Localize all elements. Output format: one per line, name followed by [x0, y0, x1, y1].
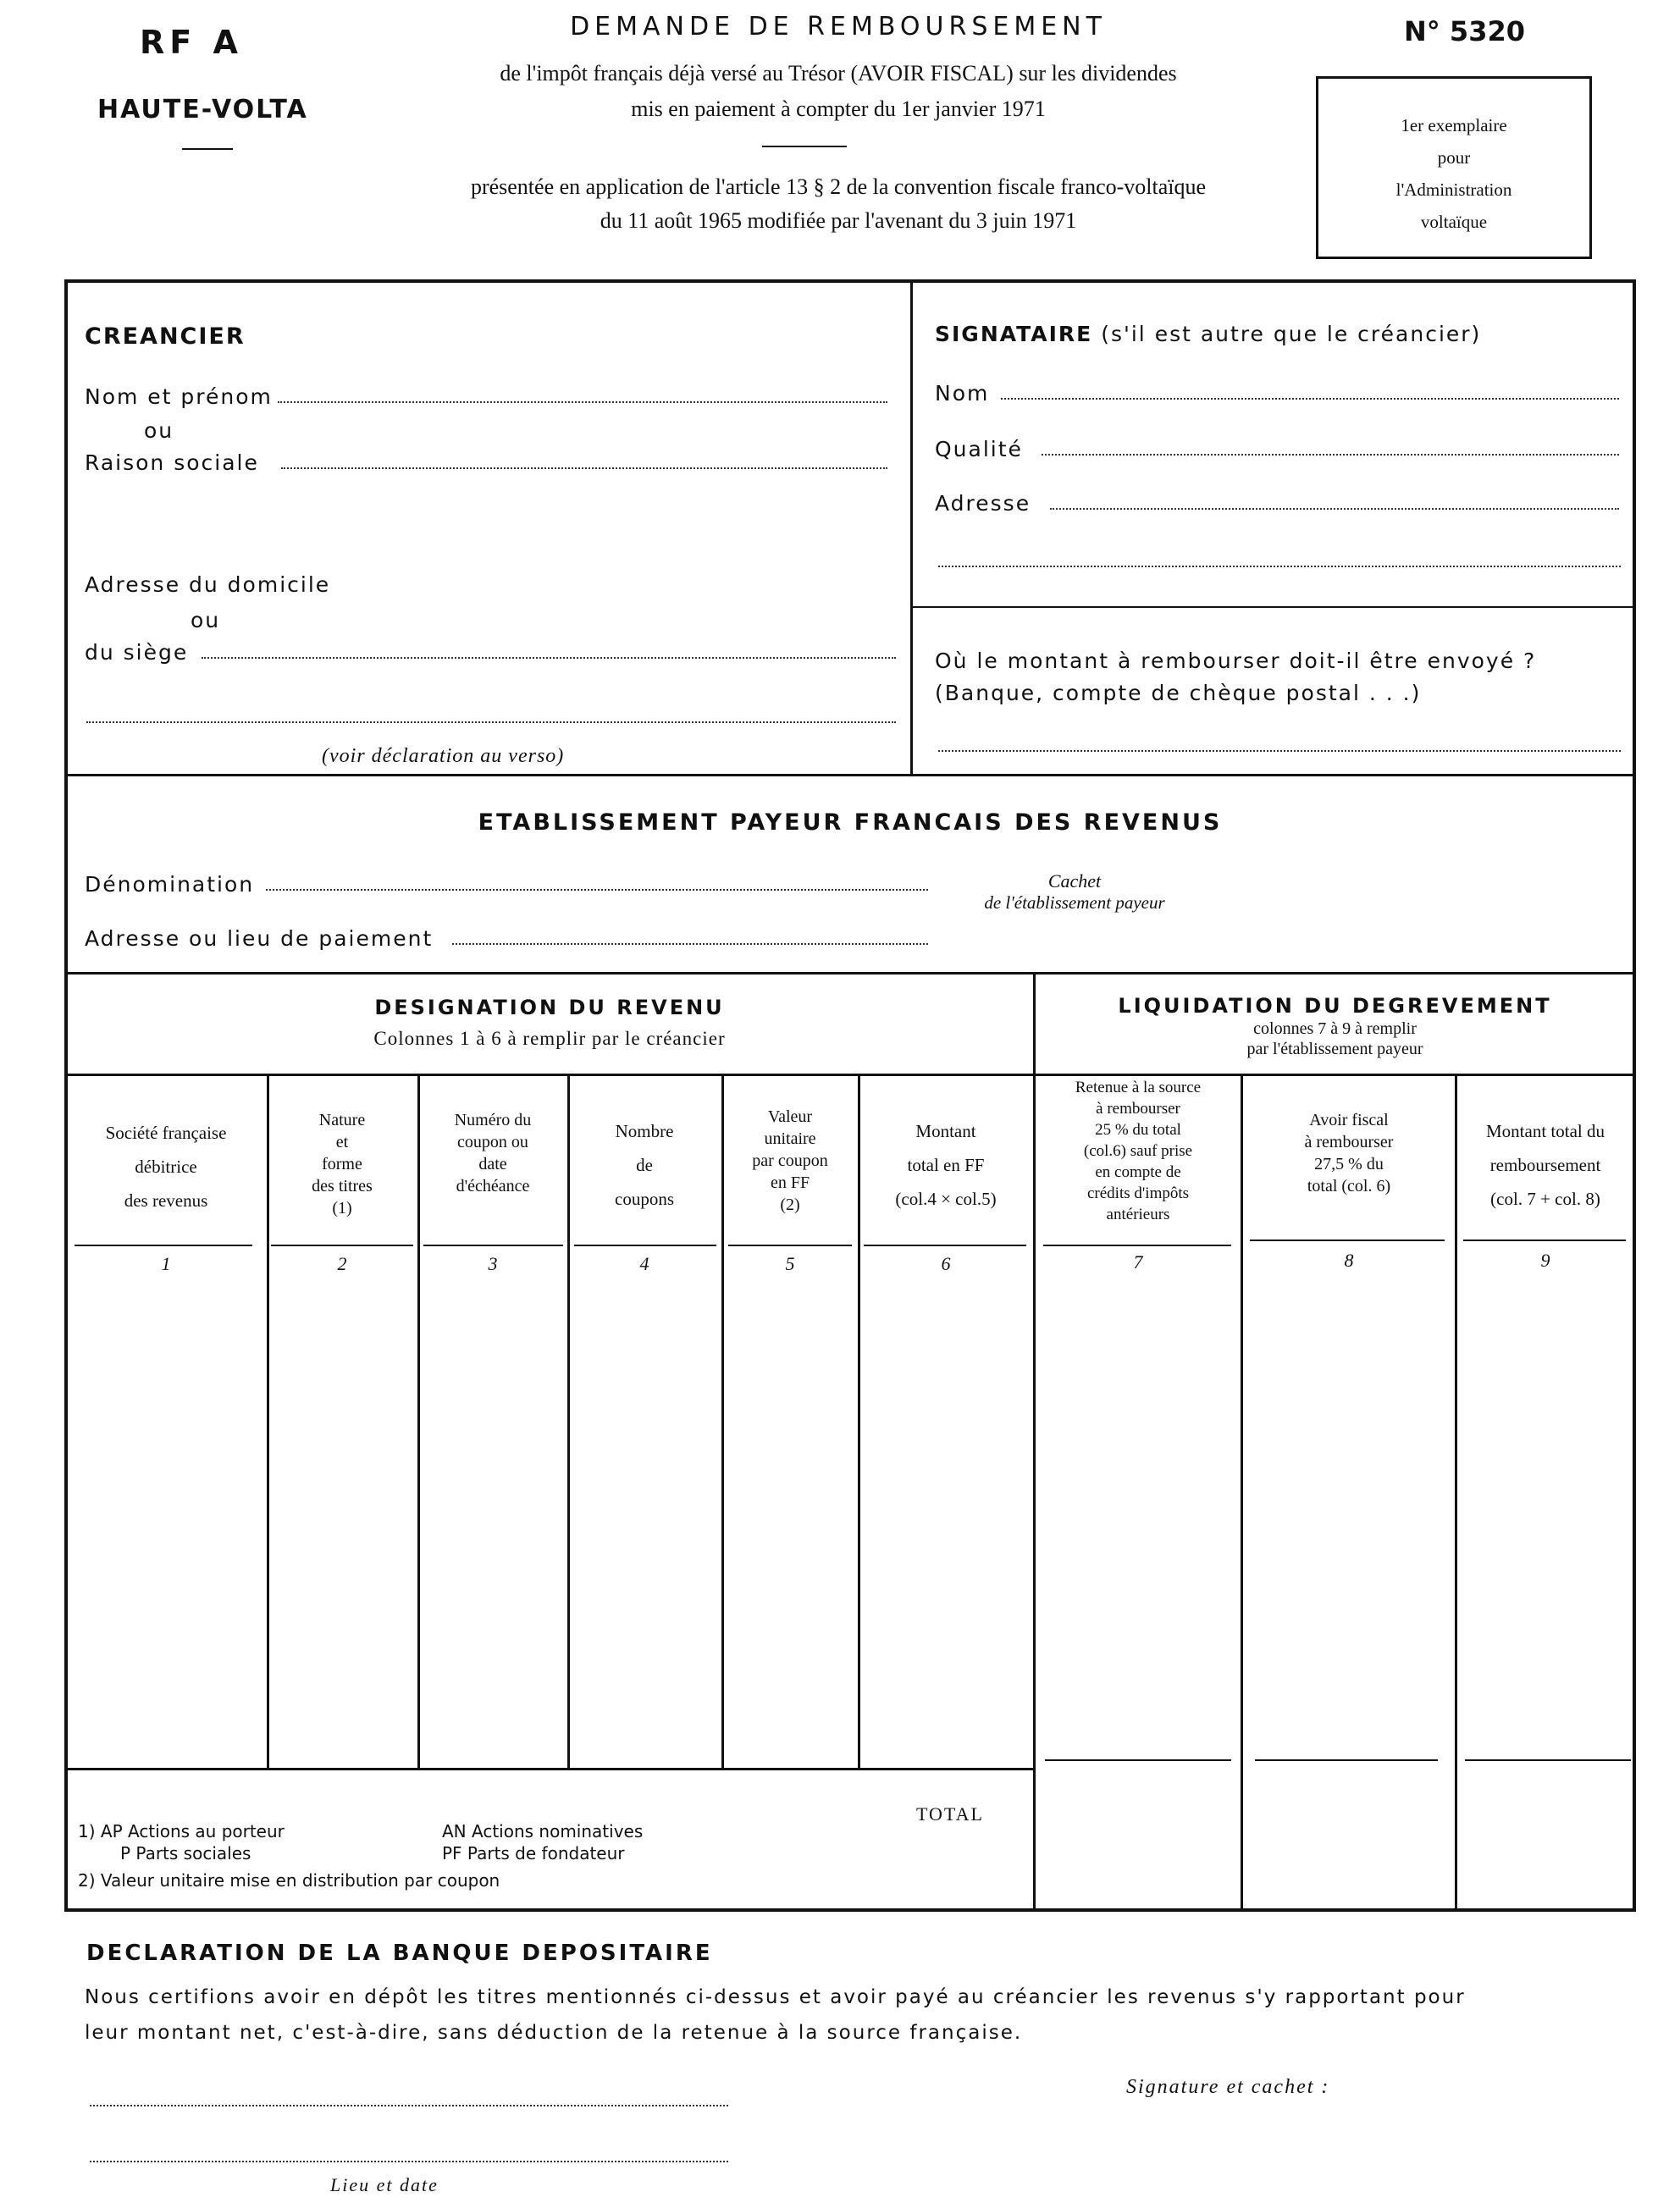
column-header-9: [1457, 1114, 1633, 1216]
header-line: débitrice: [135, 1157, 197, 1177]
column-number: 7: [1133, 1251, 1143, 1273]
signataire-line: [912, 606, 1634, 608]
header-line: (col.6) sauf prise: [1083, 1142, 1193, 1160]
header-line: (col. 7 + col. 8): [1490, 1189, 1600, 1209]
footnote-pf: PF Parts de fondateur: [442, 1843, 625, 1863]
header-line: d'échéance: [456, 1177, 530, 1195]
etablissement-title: ETABLISSEMENT PAYEUR FRANCAIS DES REVENUS: [478, 809, 1223, 836]
signataire-title: [935, 322, 1481, 346]
address-label: Adresse du domicile: [85, 572, 331, 597]
copy-box: [1316, 76, 1592, 259]
header-line: remboursement: [1489, 1155, 1601, 1175]
column-underline: [1463, 1240, 1626, 1241]
country-underline: [182, 148, 233, 150]
copy-box-line: l'Administration: [1395, 179, 1512, 200]
table-header-line: [66, 1074, 1634, 1076]
sig-quality-field[interactable]: [1042, 454, 1619, 456]
header-line: antérieurs: [1106, 1206, 1170, 1223]
subtitle-line2: mis en paiement à compter du 1er janvier 1971: [631, 97, 1046, 121]
column-header-7: [1036, 1077, 1241, 1225]
header-line: crédits d'impôts: [1086, 1184, 1190, 1202]
column-header-5: [724, 1106, 856, 1216]
designation-title: DESIGNATION DU REVENU: [374, 996, 725, 1019]
section-line: [66, 774, 1634, 776]
form-title: DEMANDE DE REMBOURSEMENT: [570, 12, 1107, 41]
copy-box-line: 1er exemplaire: [1401, 115, 1507, 135]
subtitle-divider: [762, 146, 847, 147]
footnote-an: AN Actions nominatives: [442, 1821, 644, 1841]
verso-note: (voir déclaration au verso): [322, 745, 565, 767]
column-number: 2: [337, 1253, 347, 1274]
name-label: Nom et prénom: [85, 384, 273, 409]
sig-address-label: Adresse: [935, 491, 1031, 516]
copy-box-line: voltaïque: [1420, 212, 1488, 232]
payment-address-label: Adresse ou lieu de paiement: [85, 926, 434, 951]
table-body-bottom: [66, 1768, 1035, 1770]
payment-field[interactable]: [938, 750, 1621, 752]
designation-sub: Colonnes 1 à 6 à remplir par le créancier: [373, 1028, 726, 1049]
declaration-text-line1: Nous certifions avoir en dépôt les titres mentionnés ci-dessus et avoir payé au créancier les revenus s'y rapportant pour: [85, 1986, 1466, 2008]
header-line: des revenus: [124, 1190, 208, 1211]
column-underline: [271, 1245, 413, 1246]
company-label: Raison sociale: [85, 450, 259, 475]
column-number: 8: [1344, 1250, 1354, 1271]
header-line: 27,5 % du: [1314, 1155, 1384, 1173]
signature-label: Signature et cachet :: [1126, 2076, 1330, 2098]
seat-label: du siège: [85, 640, 189, 665]
column-header-2: [269, 1109, 415, 1219]
declaration-text-line2: leur montant net, c'est-à-dire, sans déduction de la retenue à la source française.: [85, 2022, 1023, 2044]
payment-question-line2: (Banque, compte de chèque postal . . .): [935, 681, 1422, 705]
column-number: 1: [161, 1253, 171, 1274]
column-number: 4: [639, 1253, 649, 1274]
column-underline: [1043, 1245, 1231, 1246]
header-line: forme: [322, 1155, 362, 1173]
column-underline: [728, 1245, 852, 1246]
form-frame: [64, 279, 1636, 1912]
column-number: 9: [1540, 1250, 1550, 1271]
header-line: (1): [332, 1199, 352, 1217]
column-underline: [864, 1245, 1026, 1246]
declaration-title: DECLARATION DE LA BANQUE DEPOSITAIRE: [86, 1941, 713, 1966]
header-line: unitaire: [764, 1129, 816, 1148]
company-field[interactable]: [281, 467, 887, 469]
header-line: Nombre: [615, 1121, 674, 1141]
header-line: Montant total du: [1486, 1121, 1605, 1141]
header-line: de: [636, 1155, 653, 1175]
column-number: 6: [941, 1253, 951, 1274]
header-line: en compte de: [1095, 1163, 1181, 1181]
header-line: et: [335, 1133, 349, 1151]
header-line: total en FF: [907, 1155, 985, 1175]
header-line: Montant: [915, 1121, 976, 1141]
header-line: par coupon: [752, 1151, 828, 1170]
header-line: à rembourser: [1304, 1133, 1394, 1151]
subtitle-line1: de l'impôt français déjà versé au Trésor (AVOIR FISCAL) sur les dividendes: [500, 61, 1177, 86]
column-header-6: [860, 1114, 1031, 1216]
footnote-p: P Parts sociales: [120, 1843, 251, 1863]
total-underline: [1465, 1759, 1631, 1761]
sig-name-label: Nom: [935, 381, 990, 406]
or-label: ou: [191, 608, 221, 632]
place-date-field[interactable]: [90, 2161, 728, 2162]
address-extra-field[interactable]: [86, 721, 896, 723]
payment-question-line1: Où le montant à rembourser doit-il être envoyé ?: [935, 649, 1537, 673]
or-label: ou: [144, 418, 174, 443]
place-date-label: Lieu et date: [330, 2174, 439, 2195]
header-line: date: [478, 1155, 507, 1173]
footnote-ap: 1) AP Actions au porteur: [78, 1821, 285, 1841]
denomination-label: Dénomination: [85, 872, 255, 897]
country-name: HAUTE-VOLTA: [97, 95, 308, 124]
header-line: 25 % du total: [1095, 1121, 1181, 1139]
header-line: Avoir fiscal: [1309, 1111, 1389, 1129]
name-field[interactable]: [278, 401, 887, 403]
column-header-4: [570, 1114, 719, 1216]
sig-address-field[interactable]: [1050, 508, 1619, 510]
sig-address-extra-field[interactable]: [938, 566, 1621, 567]
stamp-label: Cachet: [1047, 870, 1102, 892]
bank-name-field[interactable]: [90, 2105, 728, 2106]
column-separator: [1241, 1075, 1243, 1910]
header-line: à rembourser: [1096, 1100, 1180, 1118]
column-header-8: [1243, 1109, 1455, 1197]
form-code: RF A: [140, 24, 243, 61]
header-line: Nature: [318, 1111, 366, 1129]
column-number: 5: [785, 1253, 795, 1274]
header-line: Retenue à la source: [1075, 1079, 1202, 1096]
header-line: Société française: [105, 1123, 227, 1143]
header-line: Valeur: [767, 1107, 813, 1126]
seat-field[interactable]: [202, 657, 896, 659]
denomination-field[interactable]: [266, 889, 928, 891]
form-number: N° 5320: [1404, 15, 1525, 47]
payment-address-field[interactable]: [452, 943, 928, 945]
sig-name-field[interactable]: [1001, 398, 1619, 400]
column-underline: [423, 1245, 563, 1246]
header-line: coupon ou: [457, 1133, 528, 1151]
section-divider: [910, 281, 913, 776]
footnote-2: 2) Valeur unitaire mise en distribution par coupon: [78, 1870, 500, 1891]
copy-box-line: pour: [1437, 147, 1471, 168]
column-header-3: [420, 1109, 566, 1197]
header-line: total (col. 6): [1307, 1177, 1391, 1195]
basis-line2: du 11 août 1965 modifiée par l'avenant du 3 juin 1971: [600, 208, 1077, 233]
signataire-title-suffix: (s'il est autre que le créancier): [1101, 322, 1482, 346]
sig-quality-label: Qualité: [935, 437, 1023, 461]
column-underline: [1250, 1240, 1445, 1241]
stamp-sublabel: de l'établissement payeur: [984, 892, 1165, 913]
header-line: (col.4 × col.5): [895, 1189, 997, 1209]
column-header-1: [68, 1116, 264, 1217]
basis-line1: présentée en application de l'article 13 § 2 de la convention fiscale franco-voltaïque: [470, 174, 1207, 199]
signataire-title-text: SIGNATAIRE: [935, 322, 1093, 346]
column-underline: [75, 1245, 252, 1246]
header-line: des titres: [312, 1177, 373, 1195]
liquidation-sub2: par l'établissement payeur: [1246, 1040, 1423, 1058]
header-line: Numéro du: [454, 1111, 532, 1129]
liquidation-title: LIQUIDATION DU DEGREVEMENT: [1118, 994, 1552, 1018]
section-line: [66, 972, 1634, 975]
header-line: en FF: [770, 1173, 810, 1192]
header-line: coupons: [615, 1189, 674, 1209]
creancier-title: CREANCIER: [85, 323, 246, 350]
column-underline: [574, 1245, 716, 1246]
total-underline: [1045, 1759, 1231, 1761]
total-underline: [1255, 1759, 1438, 1761]
liquidation-sub1: colonnes 7 à 9 à remplir: [1253, 1019, 1417, 1038]
total-label: TOTAL: [916, 1803, 984, 1825]
header-line: (2): [780, 1195, 800, 1214]
column-number: 3: [488, 1253, 498, 1274]
